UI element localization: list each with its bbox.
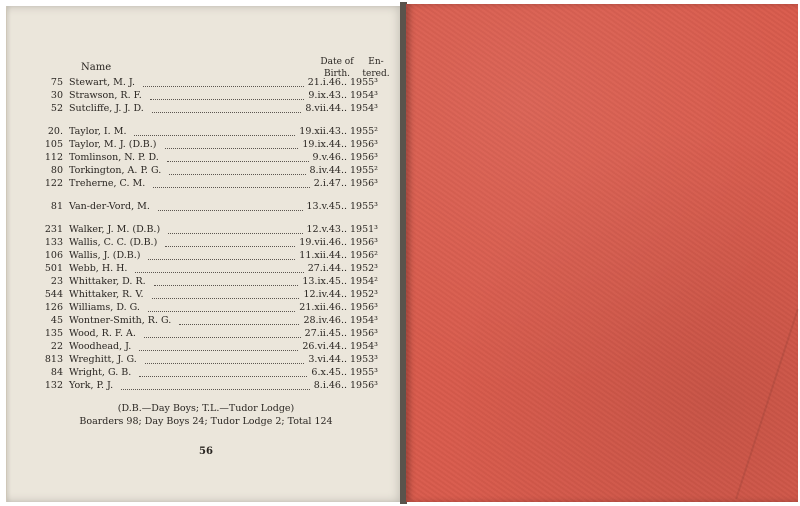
leader-dots [152,285,300,299]
date-of-birth: 11.xii.44.. [299,250,347,261]
pupil-name: Strawson, R. F. [69,90,142,101]
entered-year: 1952³ [350,263,378,274]
date-of-birth: 9.v.46.. [312,152,347,163]
pupil-name: Stewart, M. J. [69,77,135,88]
pupil-number: 544 [44,289,63,300]
date-of-birth: 21.i.46.. [307,77,347,88]
pupil-number: 122 [44,178,63,189]
dob-header-line2: Birth. [323,69,351,79]
leader-dots [167,148,309,162]
page-number: 56 [199,446,213,457]
leader-dots [144,324,301,338]
leader-dots [148,298,295,312]
legend-abbreviations: (D.B.—Day Boys; T.L.—Tudor Lodge) [117,403,295,414]
pupil-name: Taylor, M. J. (D.B.) [69,139,157,150]
date-of-birth: 27.ii.45.. [304,328,347,339]
date-of-birth: 19.xii.43.. [299,126,347,137]
pupil-number: 133 [44,237,63,248]
date-of-birth: 19.vii.46.. [299,237,347,248]
entered-year: 1955³ [350,201,378,212]
entered-year: 1956² [350,250,378,261]
entered-year: 1955³ [350,77,378,88]
pupil-number: 106 [44,250,63,261]
pupil-name: Williams, D. G. [69,302,140,313]
leader-dots [168,220,302,234]
date-of-birth: 8.iv.44.. [309,165,347,176]
date-of-birth: 13.v.45.. [306,201,347,212]
pupil-name: Walker, J. M. (D.B.) [69,224,161,235]
table-row [7,200,405,213]
pupil-number: 45 [50,315,63,326]
leader-dots [169,161,305,175]
pupil-number: 126 [44,302,63,313]
table-row [7,379,405,392]
pupil-name: Wontner-Smith, R. G. [69,315,172,326]
leader-dots [153,174,309,188]
leader-dots [150,86,305,100]
leader-dots [148,246,295,260]
pupil-number: 231 [44,224,63,235]
date-of-birth: 12.v.43.. [306,224,347,235]
entered-year: 1954³ [350,90,378,101]
entered-year: 1952³ [350,289,378,300]
entered-year: 1954³ [350,341,378,352]
entered-header-line1: En- [368,57,384,67]
leader-dots [134,122,295,136]
pupil-name: Treherne, C. M. [69,178,146,189]
entered-year: 1956³ [350,380,378,391]
entered-year: 1955² [350,126,378,137]
entered-year: 1956³ [350,237,378,248]
pupil-name: Whittaker, R. V. [69,289,144,300]
dob-header-line1: Date of [320,57,354,67]
date-of-birth: 26.vi.44.. [302,341,347,352]
date-of-birth: 8.vii.44.. [305,103,347,114]
entered-year: 1954² [350,276,378,287]
date-of-birth: 3.vi.44.. [308,354,347,365]
entered-year: 1956³ [350,328,378,339]
leader-dots [139,337,298,351]
pupil-name: Whittaker, D. R. [69,276,146,287]
date-of-birth: 8.i.46.. [313,380,347,391]
entered-year: 1955² [350,165,378,176]
date-of-birth: 12.iv.44.. [303,289,347,300]
pupil-number: 84 [50,367,63,378]
pupil-name: Taylor, I. M. [69,126,127,137]
pupil-number: 20. [47,126,63,137]
leader-dots [139,363,307,377]
pupil-number: 80 [50,165,63,176]
pupil-name: Van-der-Vord, M. [69,201,150,212]
entered-year: 1954³ [350,315,378,326]
pupil-name: Wallis, J. (D.B.) [69,250,141,261]
pupil-number: 30 [50,90,63,101]
pupil-name: Torkington, A. P. G. [69,165,162,176]
pupil-list [7,76,405,392]
leader-dots [158,197,303,211]
date-of-birth: 6.x.45.. [311,367,347,378]
date-of-birth: 27.i.44.. [307,263,347,274]
pupil-number: 75 [50,77,63,88]
entered-year: 1953³ [350,354,378,365]
entered-year: 1951³ [350,224,378,235]
pupil-number: 52 [50,103,63,114]
entered-header-line2: tered. [362,69,390,79]
pupil-name: Sutcliffe, J. J. D. [69,103,144,114]
pupil-number: 135 [44,328,63,339]
date-of-birth: 19.ix.44.. [302,139,347,150]
pupil-number: 132 [44,380,63,391]
legend [7,402,405,428]
pupil-number: 105 [44,139,63,150]
pupil-number: 23 [50,276,63,287]
pupil-name: Wood, R. F. A. [69,328,136,339]
entered-year: 1954³ [350,103,378,114]
pupil-number: 813 [44,354,63,365]
pupil-name: Wreghitt, J. G. [69,354,137,365]
leader-dots [121,376,310,390]
pupil-number: 501 [44,263,63,274]
leader-dots [145,350,305,364]
leader-dots [165,135,299,149]
pupil-name: Tomlinson, N. P. D. [69,152,159,163]
left-page [6,6,405,502]
table-row [7,102,405,115]
table-row [7,177,405,190]
pupil-name: Wallis, C. C. (D.B.) [69,237,158,248]
pupil-name: Wright, G. B. [69,367,132,378]
entered-year: 1955³ [350,367,378,378]
pupil-number: 81 [50,201,63,212]
red-cover-page [406,4,798,502]
pupil-number: 22 [50,341,63,352]
leader-dots [179,311,299,325]
entered-year: 1956³ [350,139,378,150]
date-of-birth: 13.ix.45.. [302,276,347,287]
paper-crease [735,309,799,500]
leader-dots [152,99,302,113]
legend-totals: Boarders 98; Day Boys 24; Tudor Lodge 2; Total 124 [79,416,333,427]
date-of-birth: 21.xii.46.. [299,302,347,313]
pupil-name: Woodhead, J. [69,341,132,352]
date-of-birth: 9.ix.43.. [308,90,347,101]
pupil-name: York, P. J. [69,380,114,391]
pupil-name: Webb, H. H. [69,263,128,274]
date-of-birth: 28.iv.46.. [303,315,347,326]
leader-dots [143,73,304,87]
leader-dots [165,233,295,247]
pupil-number: 112 [44,152,63,163]
column-header-name: Name [81,62,112,73]
date-of-birth: 2.i.47.. [313,178,347,189]
entered-year: 1956³ [350,302,378,313]
leader-dots [154,272,299,286]
leader-dots [135,259,303,273]
entered-year: 1956³ [350,152,378,163]
entered-year: 1956³ [350,178,378,189]
